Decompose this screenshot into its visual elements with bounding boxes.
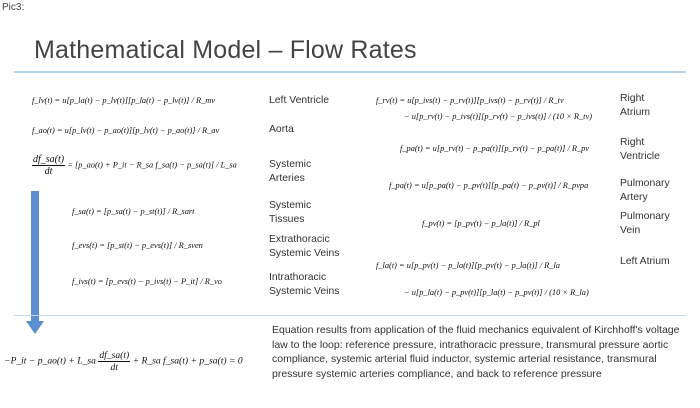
label-extrathoracic-veins: Extrathoracic Systemic Veins [269,234,340,259]
equation-systemic-arteries [32,154,237,177]
derivative-denominator: dt [44,166,53,177]
equation-right-ventricle: f_pa(t) = u[p_rv(t) − p_pa(t)][p_rv(t) − p_pa(t)] / R_pv [400,144,590,153]
equation-right-atrium-a: f_rv(t) = u[p_ivs(t) − p_rv(t)][p_ivs(t) − p_rv(t)] / R_tv [376,96,564,105]
label-right-ventricle: Right Ventricle [620,137,660,162]
equation-systemic-arteries-rhs: = [p_ao(t) + P_it − R_sa f_sa(t) − p_sa(t)] / L_sa [67,160,237,170]
label-pulmonary-artery: Pulmonary Artery [620,178,670,203]
label-intrathoracic-veins: Intrathoracic Systemic Veins [269,272,340,297]
equation-left-atrium-b: − u[p_la(t) − p_pv(t)][p_la(t) − p_pv(t)] / (10 × R_la) [404,288,589,297]
equation-systemic-tissues: f_sa(t) = [p_sa(t) − p_st(t)] / R_sart [72,207,195,216]
equation-right-atrium-b: − u[p_rv(t) − p_ivs(t)][p_rv(t) − p_ivs(t)] / (10 × R_tv) [404,112,592,121]
slide [4,26,692,406]
kirchhoff-lhs: −P_it − p_ao(t) + L_sa [4,355,96,367]
title-divider [14,71,686,73]
label-systemic-tissues: Systemic Tissues [269,200,312,225]
derivative-numerator: df_sa(t) [33,154,65,165]
loop-arrow-head-icon [26,321,44,334]
label-aorta: Aorta [269,124,294,135]
section-divider [14,315,686,316]
explanation-text: Equation results from application of the fluid mechanics equivalent of Kirchhoff's voltage law to the loop: reference pressure, intrathoracic pressure, transmural pressure aortic compliance, systemic arterial fluid inductor, systemic arterial resistance, transmural pressure systemic arteries compliance, and back to reference pressure [272,324,680,380]
label-left-atrium: Left Atrium [620,256,670,267]
equation-extrathoracic-veins: f_evs(t) = [p_st(t) − p_evs(t)] / R_sven [72,241,203,250]
equation-intrathoracic-veins: f_ivs(t) = [p_evs(t) − p_ivs(t) − P_it] / R_vo [72,277,222,286]
label-right-atrium: Right Atrium [620,93,651,118]
loop-arrow-shaft [31,191,39,323]
kirchhoff-numerator: df_sa(t) [99,350,130,361]
equation-pulmonary-artery: f_pa(t) = u[p_pa(t) − p_pv(t)][p_pa(t) − p_pv(t)] / R_pvpa [389,181,589,190]
label-systemic-arteries: Systemic Arteries [269,159,312,184]
equation-left-atrium-a: f_la(t) = u[p_pv(t) − p_la(t)][p_pv(t) − p_la(t)] / R_la [376,261,560,270]
kirchhoff-rhs: + R_sa f_sa(t) + p_sa(t) = 0 [132,355,243,367]
kirchhoff-equation [4,350,243,373]
label-pulmonary-vein: Pulmonary Vein [620,211,670,236]
equation-aorta: f_ao(t) = u[p_lv(t) − p_ao(t)][p_lv(t) − p_ao(t)] / R_av [32,126,220,135]
derivative-fraction [32,154,65,177]
label-left-ventricle: Left Ventricle [269,95,330,106]
equation-pulmonary-vein: f_pv(t) = [p_pv(t) − p_la(t)] / R_pl [422,219,540,228]
equation-left-ventricle: f_lv(t) = u[p_la(t) − p_lv(t)][p_la(t) − p_lv(t)] / R_mv [32,96,216,105]
kirchhoff-fraction [98,350,130,373]
slide-title: Mathematical Model – Flow Rates [34,36,417,64]
kirchhoff-denominator: dt [110,362,118,373]
pic-label: Pic3: [2,2,25,13]
